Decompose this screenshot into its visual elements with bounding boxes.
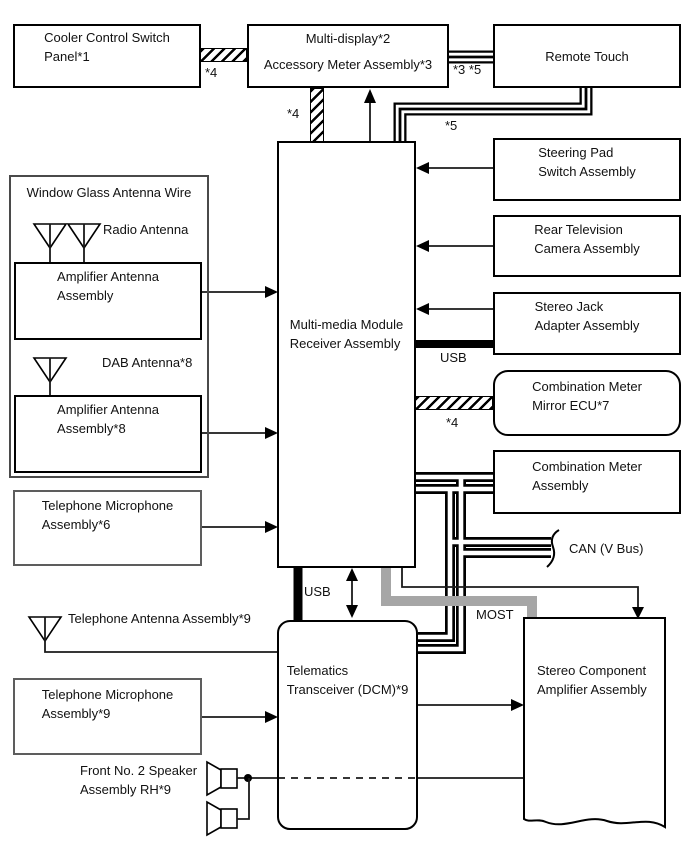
hatch-multimedia-mirrorecu: [415, 396, 493, 410]
most-label: MOST: [476, 607, 514, 622]
arrowhead-steering: [416, 162, 429, 174]
box-label: Amplifier Assembly: [537, 682, 647, 697]
box-label-stereo-component-amplifier: [537, 661, 647, 699]
front-speaker-label-line2: Assembly RH*9: [80, 782, 172, 797]
box-stereo-jack-adapter: [493, 292, 681, 355]
box-label: Stereo Jack: [534, 299, 604, 314]
speaker2-line: [237, 778, 249, 819]
ref-label-4-cooler: *4: [205, 65, 218, 80]
hatch-display-multimedia: [310, 88, 324, 142]
arrowhead-display: [364, 89, 376, 103]
box-label: Telephone Microphone: [41, 687, 174, 702]
dab-antenna-label: DAB Antenna*8: [102, 355, 193, 370]
arrowhead-reartv: [416, 240, 429, 252]
box-label: Combination Meter: [532, 379, 642, 394]
box-remote-touch: [493, 24, 681, 88]
speaker-icon-1-cone: [207, 762, 221, 795]
front-speaker-label: [80, 761, 197, 799]
box-label: Panel*1: [44, 49, 90, 64]
box-telephone-microphone-6: [13, 490, 202, 566]
box-label: Assembly*6: [41, 517, 111, 532]
arrowhead-stereojack: [416, 303, 429, 315]
arrowhead-up-telematics: [346, 568, 358, 581]
box-label: Camera Assembly: [534, 241, 640, 256]
box-telematics-transceiver-dcm: [277, 620, 418, 830]
usb-label-top: USB: [440, 350, 467, 365]
arrowhead-stereoamp-left: [511, 699, 524, 711]
box-label: Switch Assembly: [538, 164, 636, 179]
speaker-icon-2-cone: [207, 802, 221, 835]
box-cooler-control-switch-panel: [13, 24, 201, 88]
box-label: Multi-display*2: [305, 31, 391, 46]
box-combination-meter-mirror-ecu: [493, 370, 681, 436]
box-combination-meter-assembly: [493, 450, 681, 514]
front-speaker-label-line1: Front No. 2 Speaker: [80, 763, 198, 778]
ref-label-4-display: *4: [287, 106, 300, 121]
can-bus-label: CAN (V Bus): [569, 541, 644, 556]
telephone-antenna-label: Telephone Antenna Assembly*9: [68, 611, 251, 626]
box-telephone-microphone-9: [13, 678, 202, 755]
box-multimedia-module-receiver: [277, 141, 416, 568]
ref-label-4-mirror: *4: [446, 415, 459, 430]
harness-remote-multimedia: [400, 86, 586, 143]
box-label: Adapter Assembly: [534, 318, 640, 333]
speaker-icon-1-body: [221, 769, 237, 788]
box-label: Stereo Component: [537, 663, 647, 678]
box-label: Amplifier Antenna: [57, 402, 159, 417]
speaker-icon-2-body: [221, 809, 237, 828]
can-elbow-inner: [418, 487, 450, 637]
box-label: Cooler Control Switch: [44, 30, 170, 45]
box-label: Telematics: [286, 663, 349, 678]
box-label: Combination Meter: [532, 459, 642, 474]
box-rear-television-camera: [493, 215, 681, 277]
box-stereo-component-amplifier-outline: [524, 618, 665, 827]
box-label: Mirror ECU*7: [532, 398, 610, 413]
ref-label-5: *5: [445, 118, 458, 133]
box-label: Receiver Assembly: [289, 336, 401, 351]
box-multi-display: [247, 24, 449, 88]
box-label: Window Glass Antenna Wire: [26, 185, 192, 200]
usb-label-bottom: USB: [304, 584, 331, 599]
box-label: Remote Touch: [545, 48, 629, 64]
box-steering-pad-switch: [493, 138, 681, 201]
ref-label-3-5: *3 *5: [453, 62, 482, 77]
box-label: Transceiver (DCM)*9: [286, 682, 409, 697]
radio-antenna-label: Radio Antenna: [103, 222, 189, 237]
box-label: Amplifier Antenna: [57, 269, 159, 284]
box-label: Rear Television: [534, 222, 623, 237]
box-label: Telephone Microphone: [41, 498, 174, 513]
arrowhead-down-telematics: [346, 605, 358, 618]
box-label: Assembly*9: [41, 706, 111, 721]
box-amplifier-antenna-assembly: [14, 262, 202, 340]
box-amplifier-antenna-assembly-8: [14, 395, 202, 473]
box-label: Assembly: [532, 478, 589, 493]
hatch-cooler-display: [200, 48, 247, 62]
box-label: Accessory Meter Assembly*3: [263, 57, 433, 72]
box-label: Steering Pad: [538, 145, 614, 160]
box-label: Multi-media Module: [289, 317, 404, 332]
junction-dot: [244, 774, 252, 782]
box-label: Assembly: [57, 288, 114, 303]
box-label: Assembly*8: [57, 421, 126, 436]
